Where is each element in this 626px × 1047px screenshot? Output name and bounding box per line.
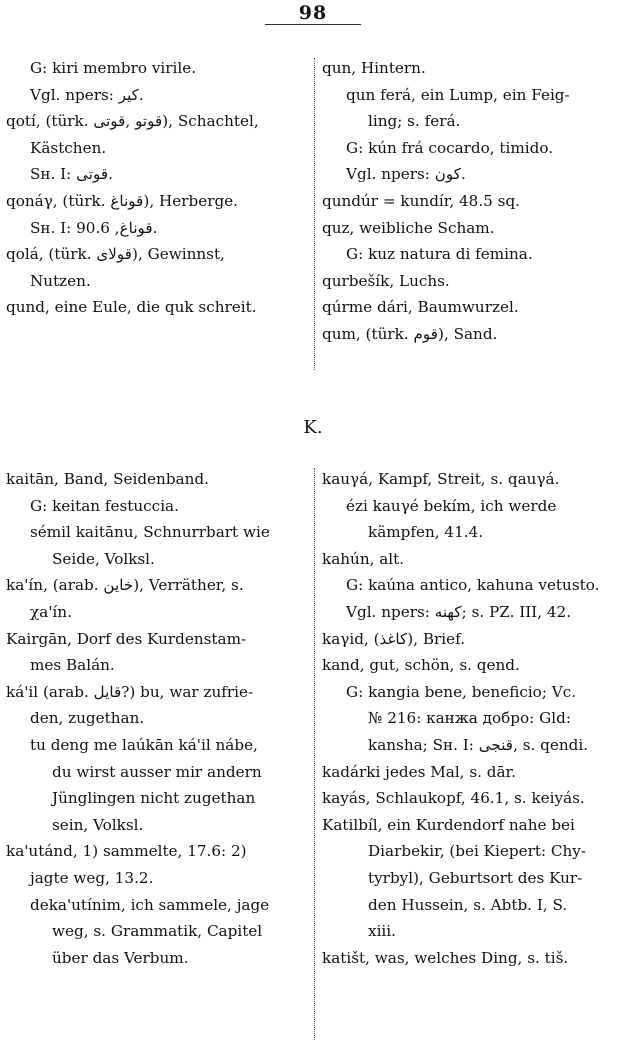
entry-line: Nutzen. <box>30 271 91 290</box>
entry-line: Vgl. npers: كون. <box>346 165 466 184</box>
entry-line: kaγid, (كاغذ), Brief. <box>322 629 466 648</box>
entry-line: den, zugethan. <box>30 709 145 728</box>
bottom-right-column <box>322 466 622 971</box>
entry-line: qotí, (türk. قوتو ,قوتى), Schachtel, <box>6 112 259 131</box>
entry-line: Sн. I: قوتى. <box>30 165 113 184</box>
entry-line: χa'ín. <box>30 602 72 621</box>
entry-line: Kästchen. <box>30 138 107 157</box>
entry-line: G: kangia bene, beneficio; Vc. <box>346 682 577 701</box>
entry-line: Sн. I: قوناغ, 90.6. <box>30 218 158 237</box>
entry-line: du wirst ausser mir andern <box>52 762 262 781</box>
entry-line: G: keitan festuccia. <box>30 496 179 515</box>
entry-line: Vgl. npers: كهنه; s. PZ. III, 42. <box>346 602 572 621</box>
entry-line: G: kaúna antico, kahuna vetusto. <box>346 576 600 595</box>
entry-line: kaitān, Band, Seidenband. <box>6 470 209 488</box>
entry-line: kand, gut, schön, s. qend. <box>322 656 520 675</box>
entry-line: qum, (türk. قوم), Sand. <box>322 324 498 343</box>
entry-line: kauγá, Kampf, Streit, s. qauγá. <box>322 470 560 488</box>
entry-line: quz, weibliche Scham. <box>322 218 495 237</box>
entry-line: qun, Hintern. <box>322 59 426 77</box>
entry-line: qun ferá, ein Lump, ein Feig- <box>346 85 570 104</box>
entry-line: qonáγ, (türk. قوناغ), Herberge. <box>6 191 238 210</box>
entry-line: xiii. <box>368 922 396 941</box>
entry-line: ling; s. ferá. <box>368 112 461 131</box>
entry-line: mes Balán. <box>30 656 115 675</box>
entry-line: Katilbíl, ein Kurdendorf nahe bei <box>322 815 575 834</box>
entry-line: qurbešík, Luchs. <box>322 271 450 290</box>
entry-line: kayás, Schlaukopf, 46.1, s. keiyás. <box>322 789 585 808</box>
entry-line: Seide, Volksl. <box>52 549 155 568</box>
entry-line: tyrbyl), Geburtsort des Kur- <box>368 868 583 887</box>
entry-line: kansha; Sн. I: قنجى, s. qendi. <box>368 735 589 754</box>
top-left-column <box>6 55 306 321</box>
entry-line: G: kuz natura di femina. <box>346 245 533 264</box>
entry-line: über das Verbum. <box>52 948 189 967</box>
entry-line: deka'utínim, ich sammele, jage <box>30 895 270 914</box>
top-right-column <box>322 55 622 348</box>
entry-line: qolá, (türk. قولاى), Gewinnst, <box>6 245 225 264</box>
entry-line: tu deng me laúkān ká'il nábe, <box>30 735 258 754</box>
entry-line: katišt, was, welches Ding, s. tiš. <box>322 948 569 967</box>
entry-line: ká'il (arab. قايل?) bu, war zufrie- <box>6 682 254 701</box>
entry-line: qúrme dári, Baumwurzel. <box>322 298 519 317</box>
entry-line: kahún, alt. <box>322 549 405 568</box>
entry-line: G: kiri membro virile. <box>30 59 197 77</box>
entry-line: ézi kauγé bekím, ich werde <box>346 496 557 515</box>
entry-line: ka'ín, (arab. خاين), Verräther, s. <box>6 576 244 595</box>
entry-line: Jünglingen nicht zugethan <box>52 789 256 808</box>
entry-line: qundúr = kundír, 48.5 sq. <box>322 191 521 210</box>
entry-line: kadárki jedes Mal, s. dār. <box>322 762 516 781</box>
entry-line: sémil kaitānu, Schnurrbart wie <box>30 523 270 542</box>
entry-line: jagte weg, 13.2. <box>30 868 154 887</box>
header-rule <box>265 24 361 25</box>
entry-line: sein, Volksl. <box>52 815 144 834</box>
column-divider-bottom <box>314 468 315 1040</box>
entry-line: qund, eine Eule, die quk schreit. <box>6 298 257 317</box>
entry-line: weg, s. Grammatik, Capitel <box>52 922 263 941</box>
entry-line: ka'utánd, 1) sammelte, 17.6: 2) <box>6 842 247 861</box>
column-divider-top <box>314 58 315 370</box>
entry-line: G: kún frá cocardo, timido. <box>346 138 554 157</box>
bottom-left-column <box>6 466 306 971</box>
page-number: 98 <box>298 2 328 24</box>
entry-line: kämpfen, 41.4. <box>368 523 484 542</box>
entry-line: Vgl. npers: كير. <box>30 85 144 104</box>
entry-line: № 216: канжа добро: Gld: <box>368 709 571 728</box>
section-heading: K. <box>303 417 323 438</box>
entry-line: Diarbekir, (bei Kiepert: Chy- <box>368 842 587 861</box>
entry-line: Kairgān, Dorf des Kurdenstam- <box>6 629 247 648</box>
entry-line: den Hussein, s. Abtb. I, S. <box>368 895 568 914</box>
